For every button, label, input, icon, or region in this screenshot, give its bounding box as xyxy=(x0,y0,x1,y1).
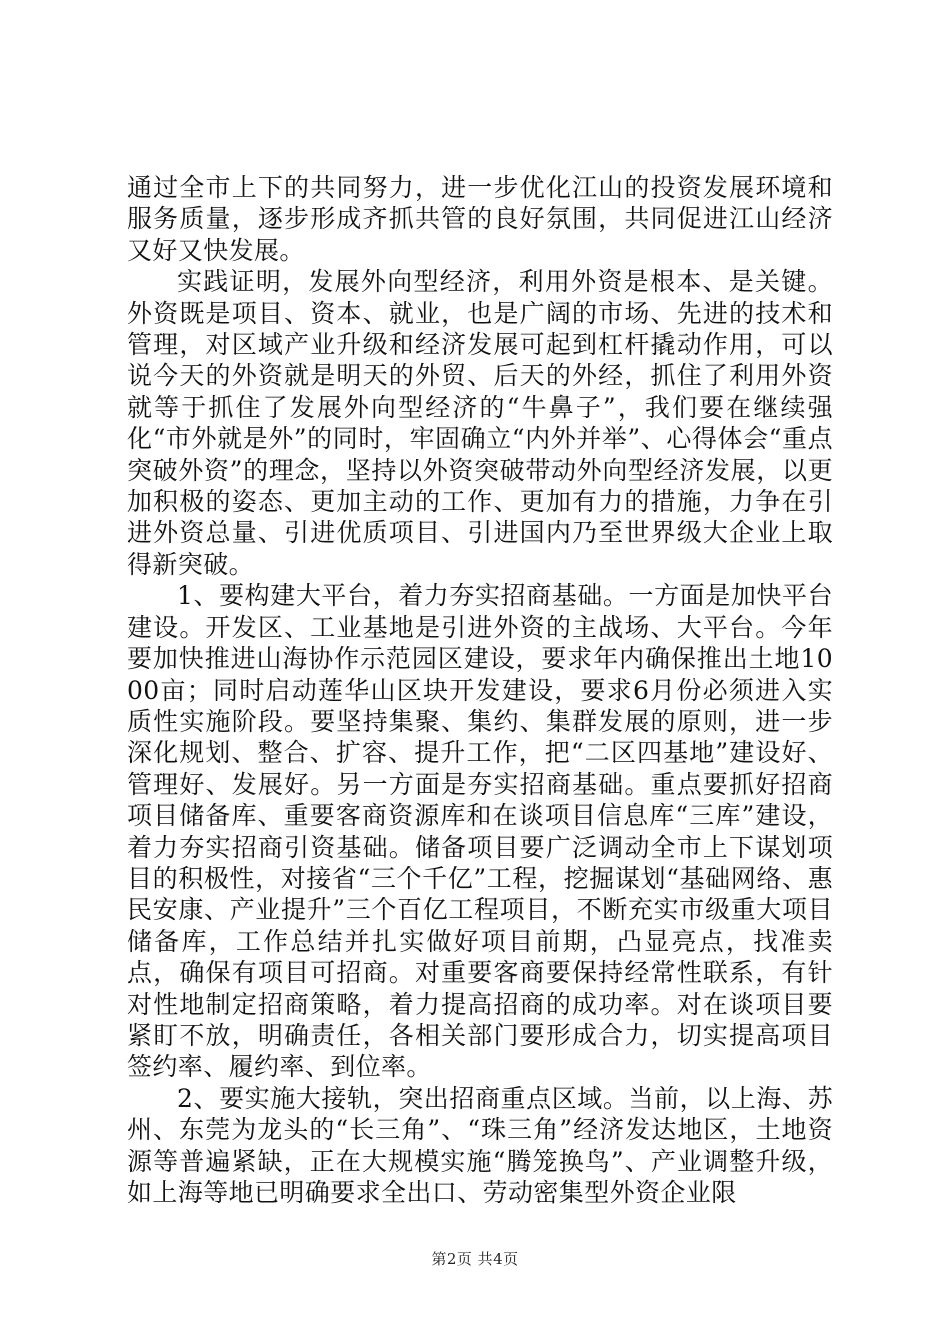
paragraph-4: 2、要实施大接轨，突出招商重点区域。当前，以上海、苏州、东莞为龙头的“长三角”、“珠三角”经济发达地区，土地资源等普遍紧缺，正在大规模实施“腾笼换鸟”、产业调整升级，如上海等地已明确要求全出口、劳动密集型外资企业限 xyxy=(127,1083,833,1207)
paragraph-2: 实践证明，发展外向型经济，利用外资是根本、是关键。外资既是项目、资本、就业，也是广阔的市场、先进的技术和管理，对区域产业升级和经济发展可起到杠杆撬动作用，可以说今天的外资就是明天的外贸、后天的外经，抓住了利用外资就等于抓住了发展外向型经济的“牛鼻子”，我们要在继续强化“市外就是外”的同时，牢固确立“内外并举”、心得体会“重点突破外资”的理念，坚持以外资突破带动外向型经济发展，以更加积极的姿态、更加主动的工作、更加有力的措施，力争在引进外资总量、引进优质项目、引进国内乃至世界级大企业上取得新突破。 xyxy=(127,267,833,579)
paragraph-1: 通过全市上下的共同努力，进一步优化江山的投资发展环境和服务质量，逐步形成齐抓共管的良好氛围，共同促进江山经济又好又快发展。 xyxy=(127,173,833,265)
page-number-footer: 第2页 共4页 xyxy=(431,1250,519,1268)
document-body xyxy=(127,172,833,1208)
paragraph-3: 1、要构建大平台，着力夯实招商基础。一方面是加快平台建设。开发区、工业基地是引进外资的主战场、大平台。今年要加快推进山海协作示范园区建设，要求年内确保推出土地1000亩；同时启动莲华山区块开发建设，要求6月份必须进入实质性实施阶段。要坚持集聚、集约、集群发展的原则，进一步深化规划、整合、扩容、提升工作，把“二区四基地”建设好、管理好、发展好。另一方面是夯实招商基础。重点要抓好招商项目储备库、重要客商资源库和在谈项目信息库“三库”建设，着力夯实招商引资基础。储备项目要广泛调动全市上下谋划项目的积极性，对接省“三个千亿”工程，挖掘谋划“基础网络、惠民安康、产业提升”三个百亿工程项目，不断充实市级重大项目储备库，工作总结并扎实做好项目前期，凸显亮点，找准卖点，确保有项目可招商。对重要客商要保持经常性联系，有针对性地制定招商策略，着力提高招商的成功率。对在谈项目要紧盯不放，明确责任，各相关部门要形成合力，切实提高项目签约率、履约率、到位率。 xyxy=(127,581,833,1082)
